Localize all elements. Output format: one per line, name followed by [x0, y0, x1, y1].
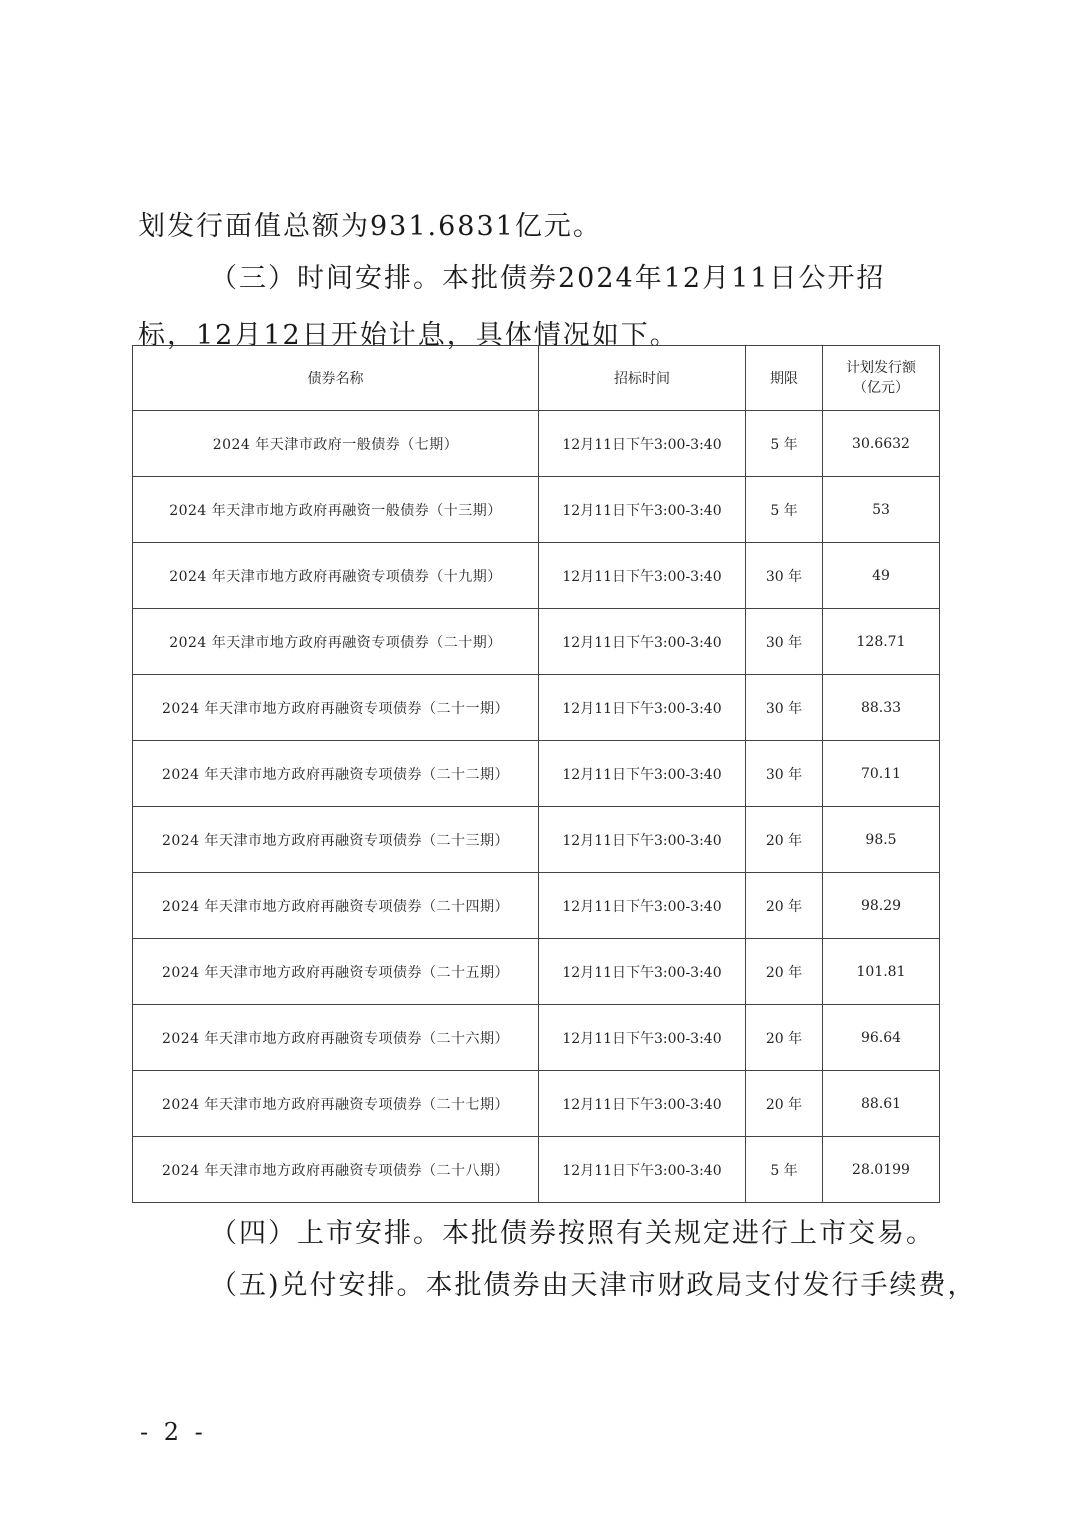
- term-cell: 20 年: [746, 1005, 823, 1071]
- header-term: 期限: [746, 346, 823, 411]
- term-cell: 30 年: [746, 675, 823, 741]
- planned-amount-cell: 88.33: [823, 675, 940, 741]
- planned-amount-cell: 96.64: [823, 1005, 940, 1071]
- bond-name-cell: 2024 年天津市地方政府再融资专项债券（二十期）: [133, 609, 539, 675]
- term-cell: 5 年: [746, 1137, 823, 1203]
- tender-time-cell: 12月11日下午3:00-3:40: [539, 1005, 746, 1071]
- term-cell: 20 年: [746, 873, 823, 939]
- header-bond-name: 债券名称: [133, 346, 539, 411]
- tender-time-cell: 12月11日下午3:00-3:40: [539, 1137, 746, 1203]
- term-cell: 30 年: [746, 609, 823, 675]
- table-row: [133, 1071, 940, 1137]
- tender-time-cell: 12月11日下午3:00-3:40: [539, 741, 746, 807]
- tender-time-cell: 12月11日下午3:00-3:40: [539, 939, 746, 1005]
- planned-amount-cell: 98.29: [823, 873, 940, 939]
- bond-name-cell: 2024 年天津市地方政府再融资专项债券（二十七期）: [133, 1071, 539, 1137]
- bond-name-cell: 2024 年天津市地方政府再融资专项债券（十九期）: [133, 543, 539, 609]
- term-cell: 30 年: [746, 543, 823, 609]
- planned-amount-cell: 30.6632: [823, 411, 940, 477]
- bond-schedule-table: [132, 345, 940, 1203]
- planned-amount-cell: 98.5: [823, 807, 940, 873]
- tender-time-cell: 12月11日下午3:00-3:40: [539, 675, 746, 741]
- table-row: [133, 939, 940, 1005]
- term-cell: 20 年: [746, 939, 823, 1005]
- planned-amount-cell: 49: [823, 543, 940, 609]
- planned-amount-cell: 28.0199: [823, 1137, 940, 1203]
- term-cell: 5 年: [746, 477, 823, 543]
- table-row: [133, 741, 940, 807]
- planned-amount-cell: 128.71: [823, 609, 940, 675]
- bond-name-cell: 2024 年天津市地方政府再融资专项债券（二十四期）: [133, 873, 539, 939]
- table-row: [133, 873, 940, 939]
- bond-name-cell: 2024 年天津市政府一般债券（七期）: [133, 411, 539, 477]
- planned-amount-cell: 70.11: [823, 741, 940, 807]
- term-cell: 5 年: [746, 411, 823, 477]
- table-row: [133, 609, 940, 675]
- tender-time-cell: 12月11日下午3:00-3:40: [539, 543, 746, 609]
- paragraph-listing: （四）上市安排。本批债券按照有关规定进行上市交易。: [210, 1218, 935, 1249]
- tender-time-cell: 12月11日下午3:00-3:40: [539, 477, 746, 543]
- table-row: [133, 543, 940, 609]
- table-header-row: [133, 346, 940, 411]
- planned-amount-cell: 101.81: [823, 939, 940, 1005]
- tender-time-cell: 12月11日下午3:00-3:40: [539, 411, 746, 477]
- header-tender-time: 招标时间: [539, 346, 746, 411]
- bond-name-cell: 2024 年天津市地方政府再融资专项债券（二十五期）: [133, 939, 539, 1005]
- bond-name-cell: 2024 年天津市地方政府再融资专项债券（二十二期）: [133, 741, 539, 807]
- table-row: [133, 477, 940, 543]
- header-planned-amount-line1: 计划发行额: [846, 360, 916, 376]
- term-cell: 30 年: [746, 741, 823, 807]
- table-row: [133, 1005, 940, 1071]
- table-row: [133, 675, 940, 741]
- table-row: [133, 411, 940, 477]
- page-number: - 2 -: [140, 1418, 207, 1446]
- tender-time-cell: 12月11日下午3:00-3:40: [539, 1071, 746, 1137]
- bond-name-cell: 2024 年天津市地方政府再融资专项债券（二十三期）: [133, 807, 539, 873]
- tender-time-cell: 12月11日下午3:00-3:40: [539, 807, 746, 873]
- planned-amount-cell: 53: [823, 477, 940, 543]
- table-row: [133, 807, 940, 873]
- tender-time-cell: 12月11日下午3:00-3:40: [539, 873, 746, 939]
- term-cell: 20 年: [746, 1071, 823, 1137]
- paragraph-total-amount: 划发行面值总额为931.6831亿元。: [138, 211, 602, 242]
- paragraph-redemption: （五)兑付安排。本批债券由天津市财政局支付发行手续费，: [210, 1270, 977, 1301]
- bond-name-cell: 2024 年天津市地方政府再融资一般债券（十三期）: [133, 477, 539, 543]
- header-planned-amount: [823, 346, 940, 411]
- planned-amount-cell: 88.61: [823, 1071, 940, 1137]
- bond-name-cell: 2024 年天津市地方政府再融资专项债券（二十六期）: [133, 1005, 539, 1071]
- term-cell: 20 年: [746, 807, 823, 873]
- tender-time-cell: 12月11日下午3:00-3:40: [539, 609, 746, 675]
- bond-name-cell: 2024 年天津市地方政府再融资专项债券（二十八期）: [133, 1137, 539, 1203]
- header-planned-amount-unit: （亿元）: [853, 380, 909, 396]
- paragraph-time-schedule: （三）时间安排。本批债券2024年12月11日公开招标，12月12日开始计息，具体情况如下。: [138, 263, 886, 351]
- table-row: [133, 1137, 940, 1203]
- bond-name-cell: 2024 年天津市地方政府再融资专项债券（二十一期）: [133, 675, 539, 741]
